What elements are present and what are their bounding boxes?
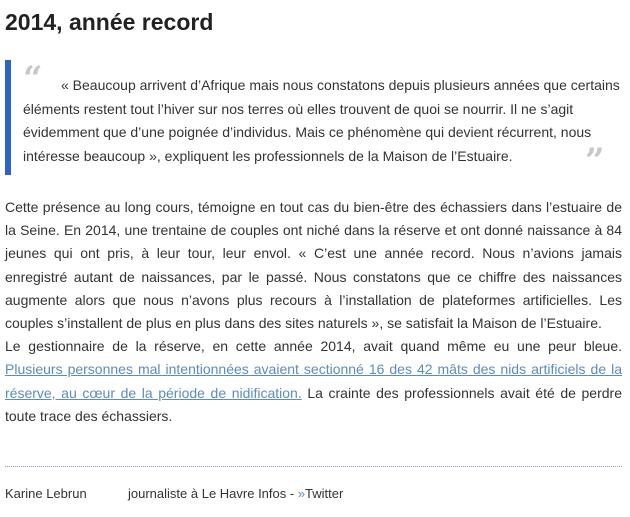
open-quote-icon: “ xyxy=(23,59,43,99)
article-body xyxy=(5,196,622,428)
author-role: journaliste à Le Havre Infos - xyxy=(128,486,298,501)
quote-bar xyxy=(5,60,11,175)
byline xyxy=(5,486,343,502)
vandalism-link[interactable]: Plusieurs personnes mal intentionnées avaient sectionné 16 des 42 mâts des nids artificiels de la réserve, au cœur de la période de nidification. xyxy=(5,361,622,401)
byline-divider xyxy=(5,466,622,467)
paragraph-2-end: La crainte des professionnels avait été de perdre toute trace des échassiers. xyxy=(5,384,622,424)
blockquote xyxy=(5,59,620,181)
paragraph-2-start: Le gestionnaire de la réserve, en cette année 2014, avait quand même eu une peur bleue. xyxy=(5,338,622,355)
close-quote-icon: ” xyxy=(585,141,605,181)
twitter-link[interactable]: Twitter xyxy=(305,486,344,501)
paragraph-2 xyxy=(5,335,622,428)
quote-text-block xyxy=(23,74,621,168)
author-name: Karine Lebrun xyxy=(5,486,87,501)
article-subtitle: 2014, année record xyxy=(5,9,214,35)
quote-text: « Beaucoup arrivent d’Afrique mais nous constatons depuis plusieurs années que certains éléments restent tout l’hiver sur nos terres où elles trouvent de quoi se nourrir. Il ne s’agit évidemment que d’une poignée d’individus. Mais ce phénomène qui devient récurrent, nous intéresse beaucoup », expliquent les professionnels de la Maison de l’Estuaire. xyxy=(23,77,620,164)
twitter-arrow-icon: » xyxy=(297,486,306,501)
paragraph-1: Cette présence au long cours, témoigne en tout cas du bien-être des échassiers dans l’estuaire de la Seine. En 2014, une trentaine de couples ont niché dans la réserve et ont donné naissance à 84 jeunes qui ont pris, à leur tour, leur envol. « C’est une année record. Nous n’avions jamais enregistré autant de naissances, par le passé. Nous constatons que ce chiffre des naissances augmente alors que nous n’avons plus recours à l’installation de plateformes artificielles. Les couples s’installent de plus en plus dans des sites naturels », se satisfait la Maison de l’Estuaire. xyxy=(5,199,622,332)
